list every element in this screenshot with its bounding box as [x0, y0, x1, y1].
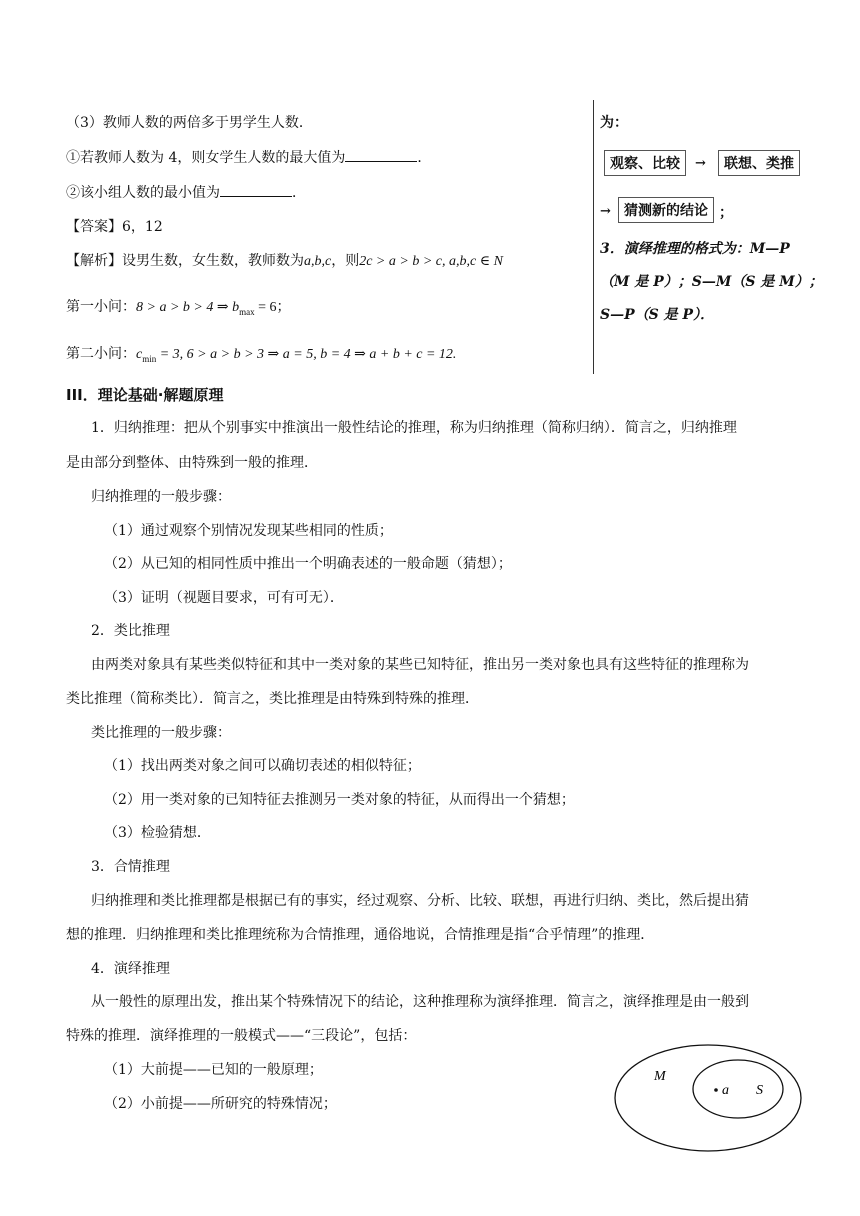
answer-line: 【答案】6，12 — [66, 219, 163, 235]
p1-step-2: （2）从已知的相同性质中推出一个明确表述的一般命题（猜想）； — [104, 556, 512, 572]
p2-step-2: （2）用一类对象的已知特征去推测另一类对象的特征，从而得出一个猜想； — [104, 792, 575, 808]
sub2-c: c — [136, 347, 143, 362]
p2-step-3: （3）检验猜想． — [104, 825, 211, 841]
p2-step-1: （1）找出两类对象之间可以确切表述的相似特征； — [104, 758, 421, 774]
answer-blank-1 — [345, 147, 417, 162]
label-S: S — [756, 1083, 763, 1098]
p2-line-2: 类比推理（简称类比）．简言之，类比推理是由特殊到特殊的推理． — [66, 691, 479, 707]
box-observe-compare: 观察、比较 — [604, 150, 686, 176]
box-guess-conclusion: 猜测新的结论 — [618, 197, 714, 223]
label-a: a — [722, 1083, 729, 1098]
analysis-line — [66, 250, 503, 270]
p1-steps-title: 归纳推理的一般步骤： — [91, 489, 231, 505]
section-title: III．理论基础·解题原理 — [66, 386, 224, 404]
p3-title: 3．合情推理 — [91, 859, 170, 875]
sub2-subscript: min — [142, 353, 157, 364]
p4-premise-1: （1）大前提——已知的一般原理； — [104, 1062, 323, 1078]
p4-premise-2: （2）小前提——所研究的特殊情况； — [104, 1096, 337, 1112]
question-3-part-1: ①若教师人数为 4，则女学生人数的最大值为 ． — [66, 147, 431, 167]
deductive-format-line-2: （M 是 P）；S—M（S 是 M）； — [600, 274, 823, 290]
point-dot — [714, 1088, 718, 1092]
arrow-right-icon: → — [695, 156, 706, 171]
sub-question-1 — [66, 296, 290, 317]
p1-step-3: （3）证明（视题目要求，可有可无）． — [104, 590, 344, 606]
column-divider — [593, 100, 594, 374]
question-3-part-1-text: ①若教师人数为 4，则女学生人数的最大值为 — [66, 150, 346, 166]
sub1-prefix: 第一小问： — [66, 299, 136, 315]
euler-diagram — [610, 1040, 810, 1160]
p1-line-1: 1．归纳推理：把从个别事实中推演出一般性结论的推理，称为归纳推理（简称归纳）．简言之，归纳推理 — [91, 420, 737, 436]
question-3-part-2-text: ②该小组人数的最小值为 — [66, 185, 220, 201]
question-3-part-2: ②该小组人数的最小值为 ． — [66, 182, 306, 202]
answer-blank-2 — [220, 182, 292, 197]
sub-question-2 — [66, 343, 456, 364]
p4-title: 4．演绎推理 — [91, 961, 170, 977]
box-associate-analogize: 联想、类推 — [718, 150, 800, 176]
p4-line-2: 特殊的推理．演绎推理的一般模式——“三段论”，包括： — [66, 1028, 417, 1044]
p2-title: 2．类比推理 — [91, 623, 170, 639]
sub2-prefix: 第二小问： — [66, 346, 136, 362]
analysis-inequality: 2c > a > b > c, a,b,c ∈ N — [359, 254, 503, 269]
p2-steps-title: 类比推理的一般步骤： — [91, 725, 231, 741]
p2-line-1: 由两类对象具有某些类似特征和其中一类对象的某些已知特征，推出另一类对象也具有这些特征的推理称为 — [91, 657, 749, 673]
right-col-wei: 为： — [600, 115, 628, 131]
right-col-semicolon: ； — [719, 205, 733, 221]
label-M: M — [654, 1069, 666, 1084]
p3-line-2: 想的推理．归纳推理和类比推理统称为合情推理，通俗地说，合情推理是指“合乎情理”的推理． — [66, 927, 655, 943]
outer-ellipse-M — [615, 1045, 801, 1151]
sub1-tail: = 6； — [254, 300, 291, 315]
p1-line-2: 是由部分到整体、由特殊到一般的推理． — [66, 455, 318, 471]
analysis-mid: ，则 — [331, 253, 360, 269]
inner-ellipse-S — [693, 1060, 783, 1118]
sub2-expr: = 3, 6 > a > b > 3 ⇒ a = 5, b = 4 ⇒ a + b + c = 12. — [156, 347, 457, 362]
arrow-right-icon-2: → — [600, 204, 611, 219]
analysis-vars: a,b,c — [304, 254, 332, 269]
sub1-subscript: max — [239, 306, 255, 317]
p1-step-1: （1）通过观察个别情况发现某些相同的性质； — [104, 523, 393, 539]
deductive-format-line-3: S—P（S 是 P）． — [600, 307, 715, 323]
question-3: （3）教师人数的两倍多于男学生人数． — [66, 115, 313, 131]
p4-line-1: 从一般性的原理出发，推出某个特殊情况下的结论，这种推理称为演绎推理．简言之，演绎推理是由一般到 — [91, 994, 749, 1010]
deductive-format-line-1: 3．演绎推理的格式为：M—P — [600, 241, 790, 257]
p3-line-1: 归纳推理和类比推理都是根据已有的事实，经过观察、分析、比较、联想，再进行归纳、类比，然后提出猜 — [91, 893, 749, 909]
analysis-prefix: 【解析】设男生数，女生数，教师数为 — [66, 253, 304, 269]
sub1-expr: 8 > a > b > 4 ⇒ b — [136, 300, 240, 315]
